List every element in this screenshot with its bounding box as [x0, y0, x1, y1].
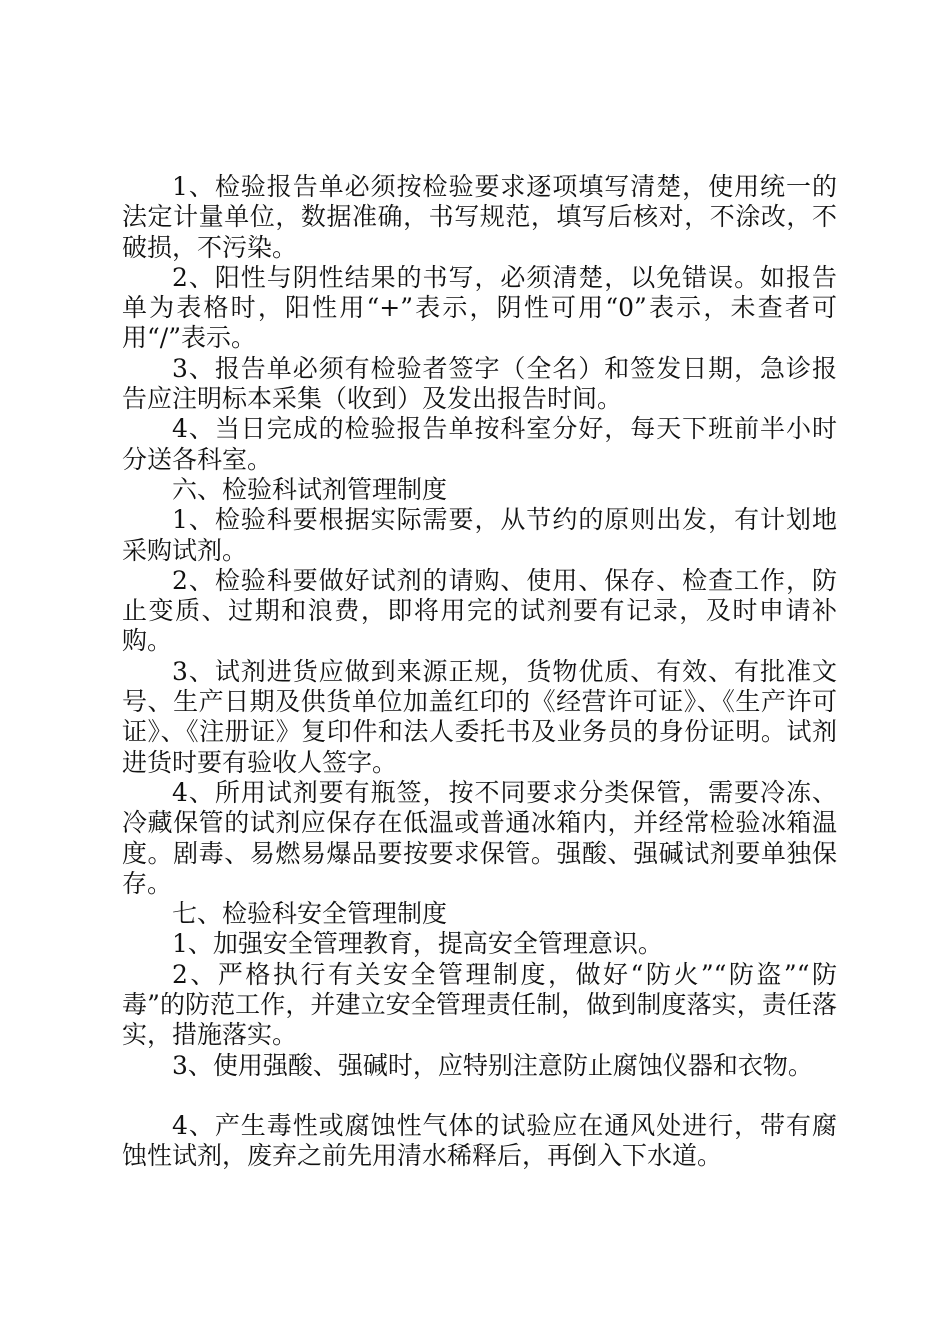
paragraph-daily-delivery: 4、当日完成的检验报告单按科室分好，每天下班前半小时分送各科室。 — [122, 414, 837, 474]
section-heading-reagent-management: 六、检验科试剂管理制度 — [172, 474, 448, 504]
paragraph-reagent-labels: 4、所用试剂要有瓶签，按不同要求分类保管，需要冷冻、冷藏保管的试剂应保存在低温或普通冰箱内，并经常检验冰箱温度。剧毒、易燃易爆品要按要求保管。强酸、强碱试剂要单独保存。 — [122, 777, 837, 898]
paragraph-safety-rules: 2、严格执行有关安全管理制度，做好“防火”“防盗”“防毒”的防范工作，并建立安全管理责任制，做到制度落实，责任落实，措施落实。 — [122, 959, 837, 1050]
paragraph-signature-date: 3、报告单必须有检验者签字（全名）和签发日期，急诊报告应注明标本采集（收到）及发出报告时间。 — [122, 353, 837, 414]
paragraph-acid-base-caution: 3、使用强酸、强碱时，应特别注意防止腐蚀仪器和衣物。 — [172, 1050, 813, 1080]
section-heading-safety-management: 七、检验科安全管理制度 — [172, 899, 448, 929]
blank-line — [122, 1081, 837, 1111]
paragraph-positive-negative: 2、阳性与阴性结果的书写，必须清楚，以免错误。如报告单为表格时，阳性用“+”表示，阴性可用“0”表示，未查者可用“/”表示。 — [122, 262, 837, 353]
paragraph-safety-education: 1、加强安全管理教育，提高安全管理意识。 — [172, 929, 663, 959]
document-body — [122, 172, 837, 1172]
paragraph-reagent-source: 3、试剂进货应做到来源正规，货物优质、有效、有批准文号、生产日期及供货单位加盖红印的《经营许可证》、《生产许可证》、《注册证》复印件和法人委托书及业务员的身份证明。试剂进货时要有验收人签字。 — [122, 656, 837, 777]
paragraph-report-fill: 1、检验报告单必须按检验要求逐项填写清楚，使用统一的法定计量单位，数据准确，书写规范，填写后核对，不涂改，不破损，不污染。 — [122, 172, 837, 262]
paragraph-toxic-gas: 4、产生毒性或腐蚀性气体的试验应在通风处进行，带有腐蚀性试剂，废弃之前先用清水稀释后，再倒入下水道。 — [122, 1110, 837, 1171]
paragraph-reagent-purchase: 1、检验科要根据实际需要，从节约的原则出发，有计划地采购试剂。 — [122, 505, 837, 565]
paragraph-reagent-storage-check: 2、检验科要做好试剂的请购、使用、保存、检查工作，防止变质、过期和浪费，即将用完的试剂要有记录，及时申请补购。 — [122, 565, 837, 656]
